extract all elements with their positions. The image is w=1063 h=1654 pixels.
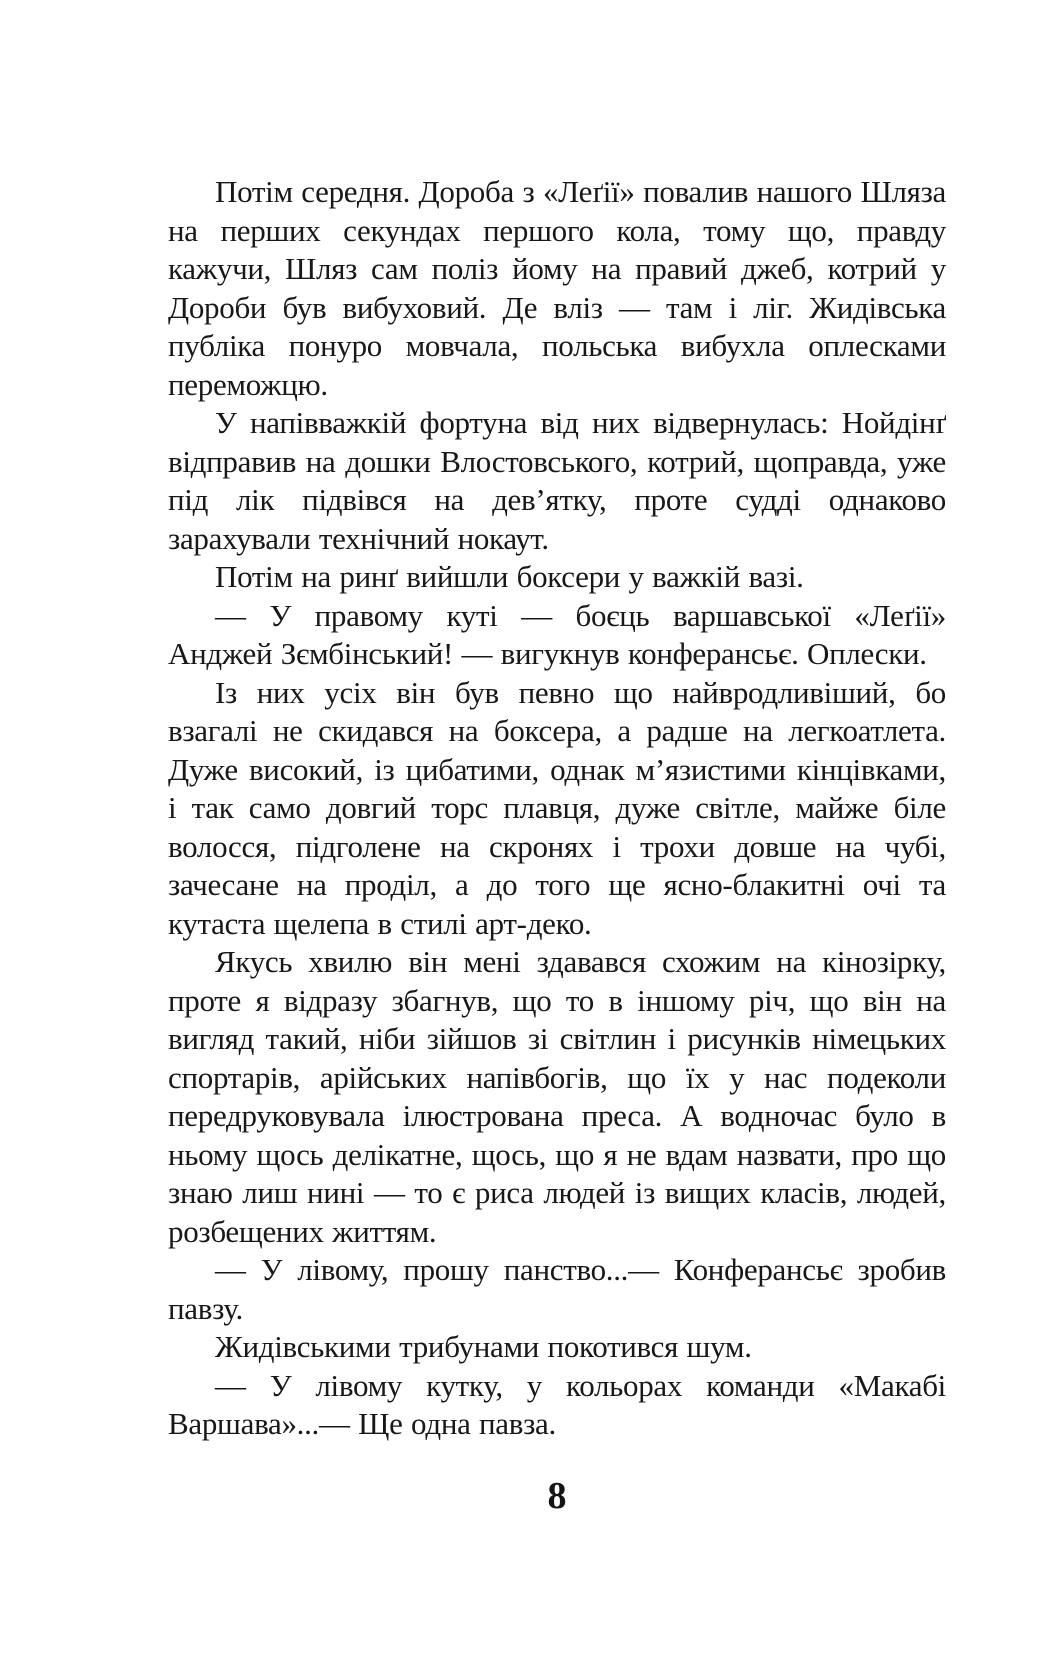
page-text-block [168, 173, 946, 1444]
page-number: 8 [547, 1475, 567, 1517]
paragraph: Якусь хвилю він мені здавався схожим на кінозірку, проте я відразу збагнув, що то в іншому річ, що він на вигляд такий, ніби зійшов зі світлин і рисунків німецьких спортарів, арійських напівбогів, що їх у нас подеколи передруковувала ілюстрована преса. А водночас було в ньому щось делікатне, щось, що я не вдам назвати, про що знаю лиш нині — то є риса людей із вищих класів, людей, розбещених життям. [168, 944, 946, 1249]
paragraph-dialogue: — У правому куті — боєць варшавської «Леґії» Анджей Зємбінський! — вигукнув конферансьє. Оплески. [168, 597, 946, 671]
paragraph: Потім на ринґ вийшли боксери у важкій вазі. [215, 559, 804, 594]
paragraph-dialogue: — У лівому кутку, у кольорах команди «Макабі Варшава»...— Ще одна павза. [168, 1367, 946, 1441]
paragraph: Жидівськими трибунами покотився шум. [215, 1329, 752, 1364]
paragraph: Із них усіх він був певно що найвродливіший, бо взагалі не скидався на боксера, а радше на легкоатлета. Дуже високий, із цибатими, однак м’язистими кінцівками, і так само довгий торс плавця, дуже світле, майже біле волосся, підголене на скронях і трохи довше на чубі, зачесане на проділ, а до того ще ясно-блакитні очі та кутаста щелепа в стилі арт-деко. [168, 674, 946, 941]
paragraph-dialogue: — У лівому, прошу панство...— Конферансьє зробив павзу. [168, 1252, 946, 1326]
paragraph: У напівважкій фортуна від них відвернулась: Нойдінґ відправив на дошки Влостовського, котрий, щоправда, уже під лік підвівся на дев’ятку, проте судді однаково зарахували технічний нокаут. [168, 405, 946, 556]
paragraph: Потім середня. Дороба з «Леґії» повалив нашого Шляза на перших секундах першого кола, тому що, правду кажучи, Шляз сам поліз йому на правий джеб, котрий у Дороби був вибуховий. Де вліз — там і ліг. Жидівська публіка понуро мовчала, польська вибухла оплесками переможцю. [168, 174, 946, 402]
